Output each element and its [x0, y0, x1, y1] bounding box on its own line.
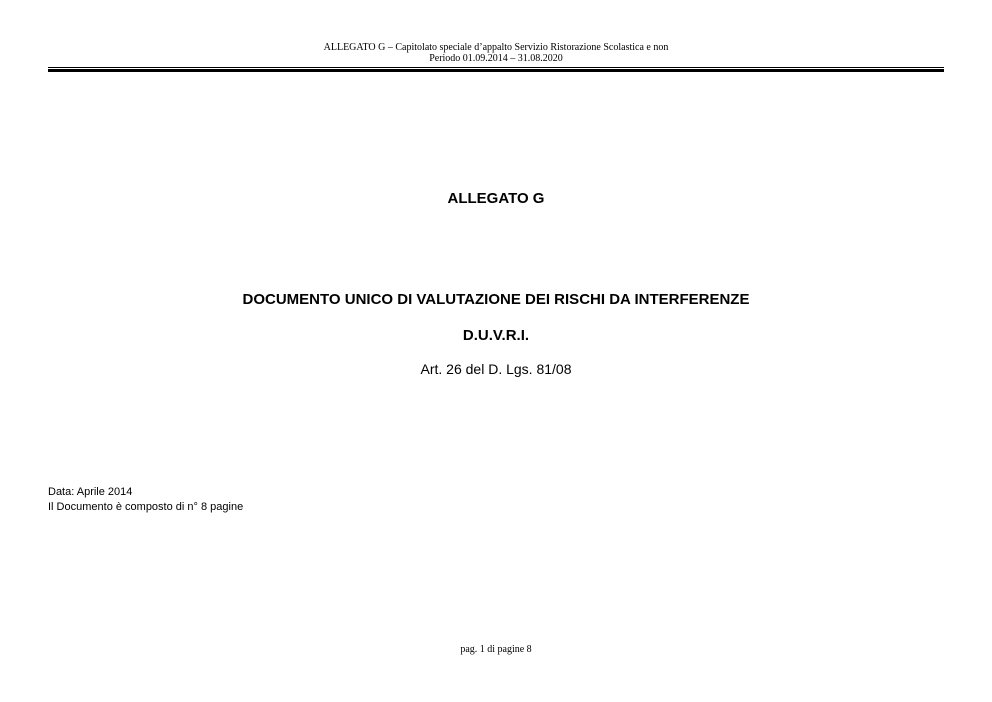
document-date: Data: Aprile 2014: [48, 486, 133, 498]
running-header-line-2: Periodo 01.09.2014 – 31.08.2020: [429, 53, 563, 64]
annex-title: ALLEGATO G: [447, 190, 545, 207]
document-acronym: D.U.V.R.I.: [462, 327, 530, 344]
header-rule-thin: [48, 67, 944, 68]
running-header-line-1: ALLEGATO G – Capitolato speciale d’appalto Servizio Ristorazione Scolastica e non: [323, 42, 669, 53]
page-count-note: Il Documento è composto di n° 8 pagine: [48, 501, 244, 513]
legal-reference: Art. 26 del D. Lgs. 81/08: [420, 361, 572, 377]
header-rule-thick: [48, 69, 944, 72]
page-number: pag. 1 di pagine 8: [460, 644, 532, 655]
document-title: DOCUMENTO UNICO DI VALUTAZIONE DEI RISCHI DA INTERFERENZE: [242, 291, 750, 308]
running-header: [0, 42, 992, 64]
